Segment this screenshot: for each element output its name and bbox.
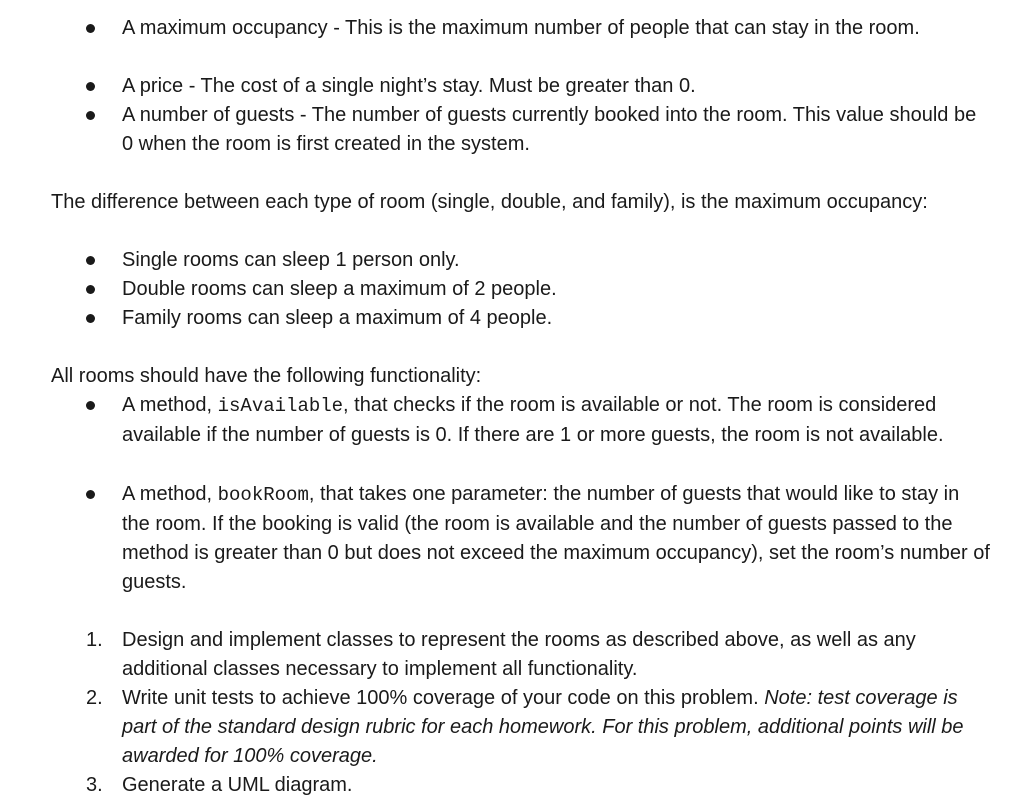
method-name-code: isAvailable xyxy=(217,395,344,417)
task-number: 1. xyxy=(86,629,103,651)
bullet-marker xyxy=(86,101,100,115)
task-note: Note: test coverage is part of the standard design rubric for each homework. For this problem, additional points will be awarded for 100% coverage. xyxy=(122,687,964,767)
method-prefix: A method, xyxy=(122,394,218,416)
list-item-family-rooms: Family rooms can sleep a maximum of 4 people. xyxy=(122,307,553,329)
task-unit-tests xyxy=(122,684,992,771)
method-prefix: A method, xyxy=(122,483,218,505)
list-item-double-rooms: Double rooms can sleep a maximum of 2 people. xyxy=(122,278,557,300)
bullet-marker xyxy=(86,14,100,28)
list-item-isavailable-method xyxy=(122,391,992,450)
functionality-paragraph: All rooms should have the following functionality: xyxy=(51,365,482,387)
bullet-marker xyxy=(86,72,100,86)
method-description: , that takes one parameter: the number of guests that would like to stay in the room. If the booking is valid (the room is available and the number of guests passed to the method is greater than 0 but does not exceed the maximum occupancy), set the room’s number of guests. xyxy=(122,483,990,593)
difference-paragraph: The difference between each type of room (single, double, and family), is the maximum occupancy: xyxy=(51,191,928,213)
task-uml-diagram xyxy=(122,771,992,800)
bullet-marker xyxy=(86,391,100,405)
task-number: 2. xyxy=(86,687,103,709)
task-text: Design and implement classes to represent the rooms as described above, as well as any additional classes necessary to implement all functionality. xyxy=(122,629,916,680)
list-item-number-of-guests: A number of guests - The number of guests currently booked into the room. This value should be 0 when the room is first created in the system. xyxy=(122,104,977,155)
bullet-marker xyxy=(86,480,100,494)
task-text: Generate a UML diagram. xyxy=(122,774,353,796)
task-number: 3. xyxy=(86,774,103,796)
list-item-max-occupancy: A maximum occupancy - This is the maximum number of people that can stay in the room. xyxy=(122,17,920,39)
method-description: , that checks if the room is available or not. The room is considered available if the number of guests is 0. If there are 1 or more guests, the room is not available. xyxy=(122,394,944,446)
list-item-single-rooms: Single rooms can sleep 1 person only. xyxy=(122,249,460,271)
task-design-classes xyxy=(122,626,992,684)
bullet-marker xyxy=(86,246,100,260)
bullet-marker xyxy=(86,275,100,289)
list-item-price: A price - The cost of a single night’s stay. Must be greater than 0. xyxy=(122,75,696,97)
method-name-code: bookRoom xyxy=(217,484,309,506)
task-text: Write unit tests to achieve 100% coverage of your code on this problem. xyxy=(122,687,765,709)
bullet-marker xyxy=(86,304,100,318)
list-item-bookroom-method xyxy=(122,480,992,597)
